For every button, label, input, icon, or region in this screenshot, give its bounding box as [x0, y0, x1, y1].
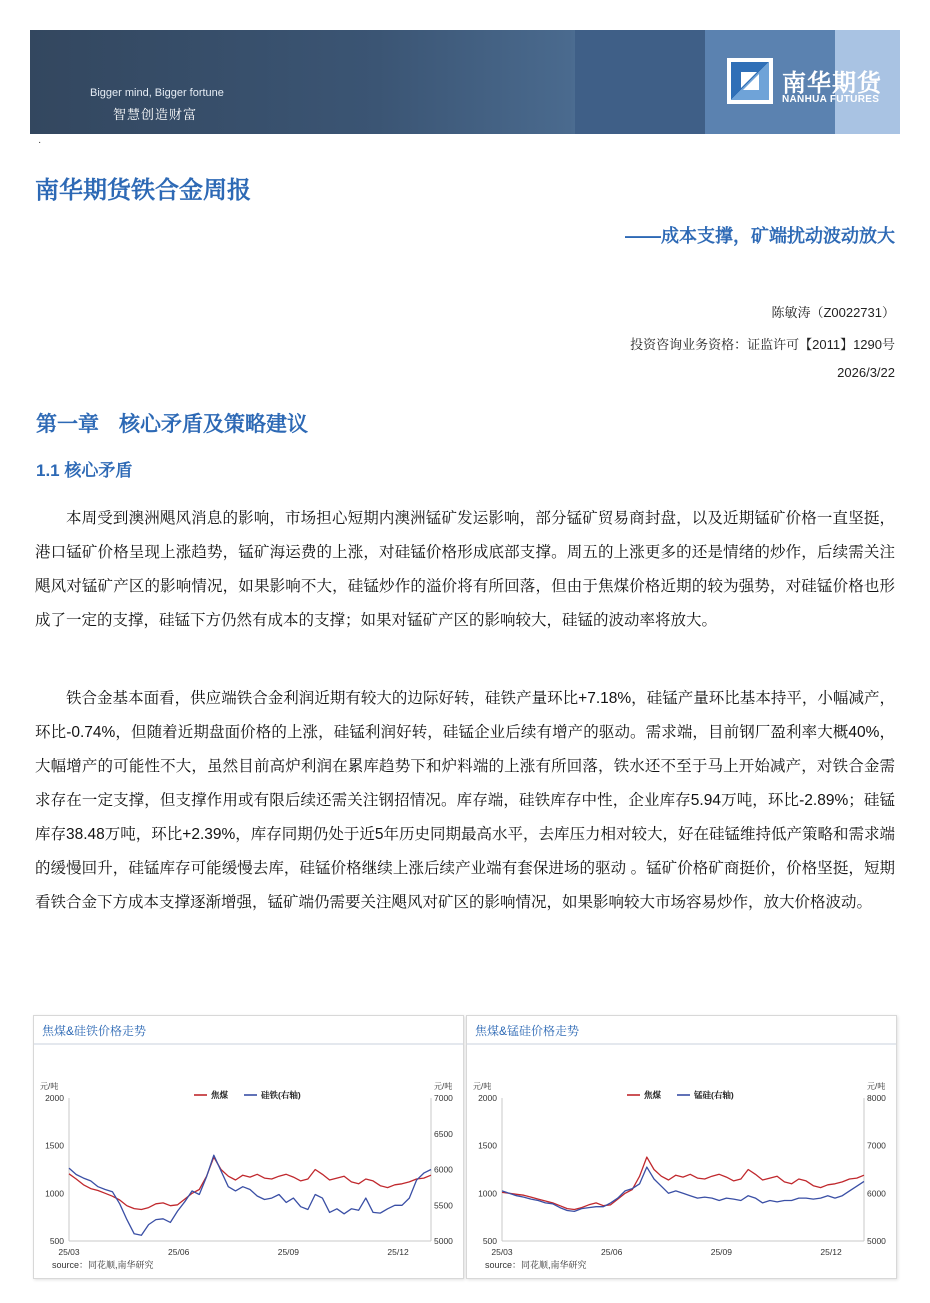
paragraph-2: 铁合金基本面看，供应端铁合金利润近期有较大的边际好转，硅铁产量环比+7.18%，硅锰产量环比基本持平，小幅减产，环比-0.74%，但随着近期盘面价格的上涨，硅锰利润好转，硅锰企业后续有增产的驱动。需求端，目前钢厂盈利率大概40%，大幅增产的可能性不大，虽然目前高炉利润在累库趋势下和炉料端的上涨有所回落，铁水还不至于马上开始减产，对铁合金需求存在一定支撑，但支撑作用或有限后续还需关注钢招情况。库存端，硅铁库存中性，企业库存5.94万吨，环比-2.89%；硅锰库存38.48万吨，环比+2.39%，库存同期仍处于近5年历史同期最高水平，去库压力相对较大，好在硅锰维持低产策略和需求端的缓慢回升，硅锰库存可能缓慢去库，硅锰价格继续上涨后续产业端有套保进场的驱动 。锰矿价格矿商挺价，价格坚挺，短期看铁合金下方成本支撑逐渐增强，锰矿端仍需要关注飓风对矿区的影响情况，如果影响较大市场容易炒作，放大价格波动。 [35, 690, 895, 911]
series-line-1 [502, 1157, 864, 1209]
chapter-number: 第一章 [36, 413, 99, 436]
y-tick-label: 1000 [478, 1188, 497, 1199]
chart-silicomanganese [467, 1046, 896, 1256]
y-tick-label: 500 [482, 1236, 497, 1246]
y-tick-label: 2000 [45, 1093, 64, 1103]
y-tick-label: 2000 [478, 1093, 497, 1103]
x-tick-label: 25/09 [277, 1247, 300, 1256]
x-tick-label: 25/12 [387, 1247, 409, 1256]
series-line-1 [69, 1157, 431, 1209]
y-tick-label: 1500 [478, 1140, 497, 1151]
chart-card-ferrosilicon [33, 1015, 464, 1279]
report-date: 2026/3/22 [837, 365, 895, 380]
chart-source: source：同花顺,南华研究 [52, 1260, 154, 1270]
section-heading: 1.1 核心矛盾 [36, 461, 133, 480]
legend-label: 硅铁(右轴) [261, 1090, 301, 1100]
bullet-mark: · [38, 137, 42, 148]
y2-tick-label: 5000 [434, 1236, 453, 1246]
header-banner [30, 30, 900, 134]
chapter-heading [36, 408, 308, 438]
x-tick-label: 25/06 [601, 1247, 623, 1256]
legend-label: 焦煤 [644, 1090, 662, 1100]
y2-tick-label: 7000 [434, 1093, 453, 1103]
y-axis-unit: 元/吨 [40, 1082, 59, 1091]
y2-tick-label: 6000 [434, 1164, 453, 1175]
author: 陈敏涛（Z0022731） [771, 305, 895, 320]
report-title: 南华期货铁合金周报 [35, 177, 251, 204]
chart-divider [34, 1043, 463, 1045]
license-info: 投资咨询业务资格：证监许可【2011】1290号 [630, 337, 895, 352]
y2-tick-label: 6000 [867, 1188, 886, 1199]
slogan-chinese: 智慧创造财富 [113, 107, 198, 122]
banner-stripe [575, 30, 705, 134]
chart-source: source：同花顺,南华研究 [485, 1260, 587, 1270]
chart-card-silicomanganese [466, 1015, 897, 1279]
chart-ferrosilicon [34, 1046, 463, 1256]
y2-axis-unit: 元/吨 [867, 1082, 886, 1091]
y2-tick-label: 5500 [434, 1200, 453, 1211]
y-tick-label: 500 [49, 1236, 64, 1246]
y2-axis-unit: 元/吨 [434, 1082, 453, 1091]
legend-label: 锰硅(右轴) [694, 1090, 734, 1100]
x-tick-label: 25/06 [168, 1247, 190, 1256]
chart-divider [467, 1043, 896, 1045]
slogan-english: Bigger mind, Bigger fortune [90, 87, 224, 99]
legend-label: 焦煤 [211, 1090, 229, 1100]
paragraph-1: 本周受到澳洲飓风消息的影响，市场担心短期内澳洲锰矿发运影响，部分锰矿贸易商封盘，以及近期锰矿价格一直坚挺，港口锰矿价格呈现上涨趋势，锰矿海运费的上涨，对硅锰价格形成底部支撑。周五的上涨更多的还是情绪的炒作，后续需关注飓风对锰矿产区的影响情况，如果影响不大，硅锰炒作的溢价将有所回落，但由于焦煤价格近期的较为强势，对硅锰价格也形成了一定的支撑，硅锰下方仍然有成本的支撑；如果对锰矿产区的影响较大，硅锰的波动率将放大。 [35, 510, 895, 629]
y2-tick-label: 6500 [434, 1128, 453, 1139]
y-tick-label: 1500 [45, 1140, 64, 1151]
y2-tick-label: 8000 [867, 1093, 886, 1103]
logo-text-english: NANHUA FUTURES [782, 94, 880, 105]
x-tick-label: 25/09 [710, 1247, 733, 1256]
x-tick-label: 25/03 [58, 1247, 80, 1256]
logo-text-chinese: 南华期货 [782, 70, 882, 97]
report-subtitle: ——成本支撑，矿端扰动波动放大 [625, 226, 895, 246]
chart-title: 焦煤&锰硅价格走势 [475, 1024, 580, 1038]
nanhua-logo-icon [727, 58, 773, 104]
chart-title: 焦煤&硅铁价格走势 [42, 1024, 147, 1038]
y-tick-label: 1000 [45, 1188, 64, 1199]
y2-tick-label: 7000 [867, 1140, 886, 1151]
y-axis-unit: 元/吨 [473, 1082, 492, 1091]
y2-tick-label: 5000 [867, 1236, 886, 1246]
chapter-title: 核心矛盾及策略建议 [119, 413, 308, 436]
x-tick-label: 25/12 [820, 1247, 842, 1256]
x-tick-label: 25/03 [491, 1247, 513, 1256]
series-line-2 [69, 1155, 431, 1235]
